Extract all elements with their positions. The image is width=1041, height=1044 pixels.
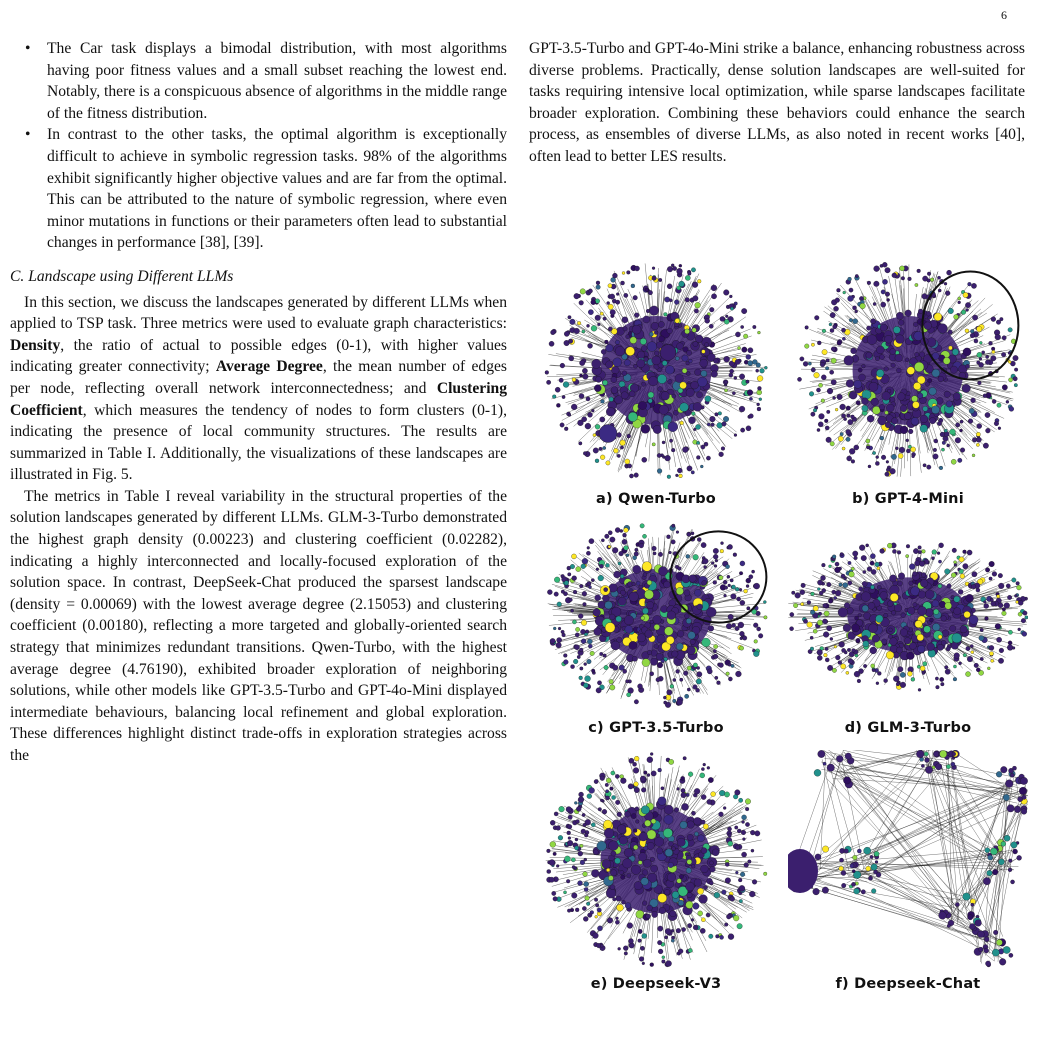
network-graph-a — [536, 258, 776, 483]
page-number: 6 — [1001, 8, 1007, 22]
paragraph-continuation: GPT-3.5-Turbo and GPT-4o-Mini strike a balance, enhancing robustness across diverse problems. Practically, dense solution landscapes are well-suited for tasks requiring intensive local optimization, while sparse landscapes facilitate broader exploration. Combining these behaviors could enhance the search process, as ensembles of diverse LLMs, as also noted in recent works [40], often lead to better LES results. — [529, 40, 1025, 165]
network-graph-b — [788, 258, 1028, 483]
figure-landscapes — [536, 258, 1036, 1018]
panel-gpt-4-mini — [788, 258, 1028, 483]
caption-gpt-4-mini: b) GPT-4-Mini — [852, 491, 964, 507]
graph-layer — [788, 543, 1028, 692]
graph-layer — [546, 753, 767, 967]
bullet-item — [10, 124, 507, 254]
paragraph-metrics: In this section, we discuss the landscapes generated by different LLMs when applied to TSP task. Three metrics were used to evaluate graph characteristics: Density, the ratio of actual to possible edges (0-1), with higher values indicating greater connectivity; Average Degree, the mean number of edges per node, reflecting overall network interconnectedness; and Clustering Coefficient, which measures the tendency of nodes to form clusters (0-1), indicating the presence of local community structures. The results are summarized in Table I. Additionally, the visualizations of these landscapes are illustrated in Fig. 5. — [10, 293, 507, 484]
caption-gpt-3-5-turbo: c) GPT-3.5-Turbo — [588, 720, 724, 736]
graph-layer — [797, 262, 1018, 476]
left-column — [10, 38, 507, 767]
bullet-item — [10, 38, 507, 124]
network-graph-d — [788, 520, 1028, 710]
network-graph-e — [536, 750, 776, 970]
bullet-dot-icon: • — [25, 126, 31, 144]
network-graph-f — [788, 750, 1028, 970]
bullet-list — [10, 38, 507, 254]
paragraph-analysis: The metrics in Table I reveal variability in the structural properties of the solution landscapes generated by different LLMs. GLM-3-Turbo demonstrated the highest graph density (0.00223) and clustering coefficient (0.02282), indicating a highly interconnected and locally-focused exploration of the solution space. In contrast, DeepSeek-Chat produced the sparsest landscape (density = 0.00069) with the lowest average degree (2.15053) and clustering coefficient (0.00180), reflecting a more targeted and globally-oriented search strategy that minimizes redundant transitions. Qwen-Turbo, with the highest average degree (4.76190), exhibited broader exploration of neighboring solutions, while other models like GPT-3.5-Turbo and GPT-4o-Mini displayed intermediate behaviours, balancing local refinement and global exploration. These differences highlight distinct trade-offs in exploration strategies across the — [10, 487, 507, 764]
bullet-dot-icon: • — [25, 40, 31, 57]
bullet-text: The Car task displays a bimodal distribution, with most algorithms having poor fitness values and a small subset reaching the lowest end. Notably, there is a conspicuous absence of algorithms in the middle range of the fitness distribution. — [47, 40, 507, 122]
term-clustering-coefficient: Clustering Coefficient — [10, 379, 507, 419]
term-density: Density — [10, 336, 61, 354]
caption-deepseek-v3: e) Deepseek-V3 — [590, 976, 722, 992]
network-graph-c — [536, 520, 776, 710]
caption-deepseek-chat: f) Deepseek-Chat — [835, 976, 981, 992]
panel-deepseek-v3 — [536, 750, 776, 970]
panel-deepseek-chat — [788, 750, 1028, 970]
panel-gpt-3-5-turbo — [536, 520, 776, 710]
right-column — [529, 38, 1025, 168]
graph-layer — [545, 263, 767, 478]
term-average-degree: Average Degree — [215, 358, 323, 376]
panel-glm-3-turbo — [788, 520, 1028, 710]
caption-glm-3-turbo: d) GLM-3-Turbo — [844, 720, 972, 736]
panel-qwen-turbo — [536, 258, 776, 483]
graph-layer — [788, 750, 1028, 967]
section-heading: C. Landscape using Different LLMs — [10, 267, 234, 285]
graph-layer — [547, 524, 767, 708]
caption-qwen-turbo: a) Qwen-Turbo — [596, 491, 716, 507]
bullet-text: In contrast to the other tasks, the optimal algorithm is exceptionally difficult to achieve in symbolic regression tasks. 98% of the algorithms exhibit significantly higher objective values and are far from the optimal. This can be attributed to the nature of symbolic regression, where even minor mutations in functions or their parameters often lead to substantial changes in performance [38], [39]. — [47, 126, 507, 252]
